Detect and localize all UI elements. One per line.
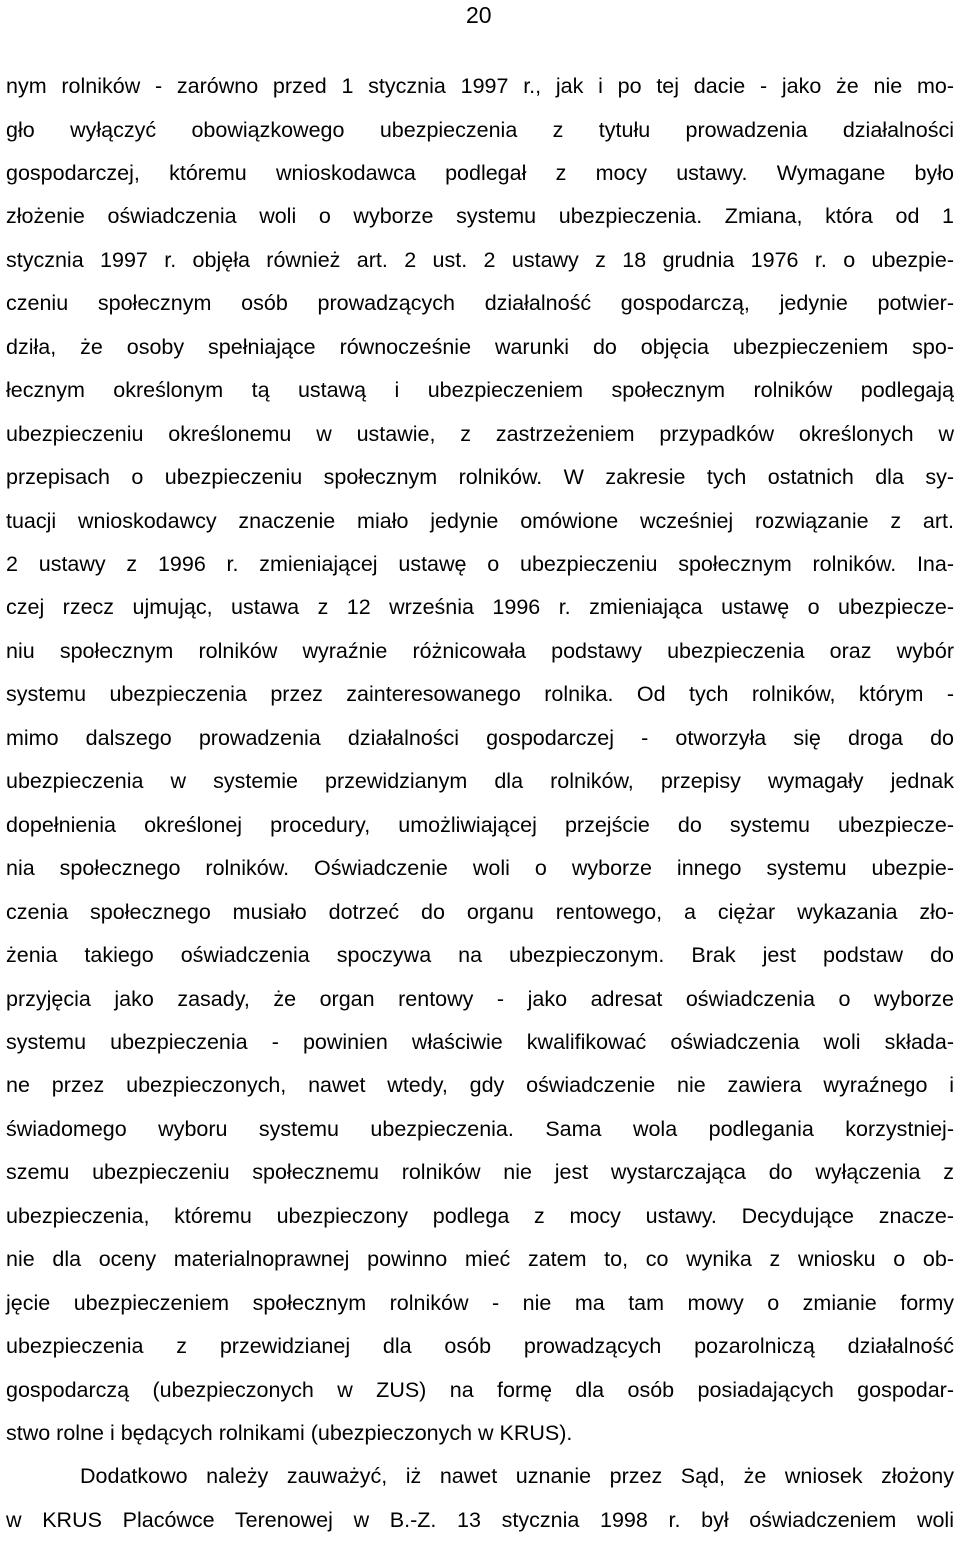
text-line: ubezpieczeniu określonemu w ustawie, z zastrzeżeniem przypadków określonych w	[6, 421, 954, 446]
text-line: szemu ubezpieczeniu społecznemu rolników nie jest wystarczająca do wyłączenia z	[6, 1160, 954, 1185]
text-line: żenia takiego oświadczenia spoczywa na ubezpieczonym. Brak jest podstaw do	[6, 943, 954, 967]
text-line: niu społecznym rolników wyraźnie różnicowała podstawy ubezpieczenia oraz wybór	[6, 638, 954, 663]
text-line: nym rolników - zarówno przed 1 stycznia 1997 r., jak i po tej dacie - jako że nie mo-	[6, 74, 954, 98]
text-line: tuacji wnioskodawcy znaczenie miało jedynie omówione wcześniej rozwiązanie z art.	[6, 508, 954, 533]
text-line: przyjęcia jako zasady, że organ rentowy - jako adresat oświadczenia o wyborze	[6, 986, 954, 1011]
text-line: Dodatkowo należy zauważyć, iż nawet uznanie przez Sąd, że wniosek złożony	[80, 1464, 954, 1489]
text-line: gło wyłączyć obowiązkowego ubezpieczenia z tytułu prowadzenia działalności	[6, 117, 954, 142]
text-line: systemu ubezpieczenia - powinien właściwie kwalifikować oświadczenia woli składa-	[6, 1029, 954, 1054]
text-line: jęcie ubezpieczeniem społecznym rolników - nie ma tam mowy o zmianie formy	[6, 1290, 954, 1315]
text-line: 2 ustawy z 1996 r. zmieniającej ustawę o ubezpieczeniu społecznym rolników. Ina-	[6, 552, 954, 576]
text-line: czenia społecznego musiało dotrzeć do organu rentowego, a ciężar wykazania zło-	[6, 899, 954, 924]
text-line: ne przez ubezpieczonych, nawet wtedy, gdy oświadczenie nie zawiera wyraźnego i	[6, 1073, 954, 1098]
text-line: nie dla oceny materialnoprawnej powinno mieć zatem to, co wynika z wniosku o ob-	[6, 1247, 954, 1272]
text-line: czeniu społecznym osób prowadzących działalność gospodarczą, jedynie potwier-	[6, 291, 954, 316]
text-line: dziła, że osoby spełniające równocześnie warunki do objęcia ubezpieczeniem spo-	[6, 334, 954, 359]
text-line: nia społecznego rolników. Oświadczenie woli o wyborze innego systemu ubezpie-	[6, 856, 954, 881]
text-line: przepisach o ubezpieczeniu społecznym rolników. W zakresie tych ostatnich dla sy-	[6, 465, 954, 490]
text-line: stycznia 1997 r. objęła również art. 2 ust. 2 ustawy z 18 grudnia 1976 r. o ubezpie-	[6, 247, 954, 272]
text-line: ubezpieczenia w systemie przewidzianym dla rolników, przepisy wymagały jednak	[6, 769, 954, 794]
text-line: mimo dalszego prowadzenia działalności gospodarczej - otworzyła się droga do	[6, 725, 954, 750]
text-line: czej rzecz ujmując, ustawa z 12 września 1996 r. zmieniająca ustawę o ubezpiecze-	[6, 595, 954, 620]
text-line: świadomego wyboru systemu ubezpieczenia. Sama wola podlegania korzystniej-	[6, 1116, 954, 1141]
text-line: gospodarczą (ubezpieczonych w ZUS) na formę dla osób posiadających gospodar-	[6, 1377, 954, 1402]
text-line: złożenie oświadczenia woli o wyborze systemu ubezpieczenia. Zmiana, która od 1	[6, 204, 954, 229]
text-line: gospodarczej, któremu wnioskodawca podlegał z mocy ustawy. Wymagane było	[6, 160, 954, 185]
text-line: ubezpieczenia z przewidzianej dla osób prowadzących pozarolniczą działalność	[6, 1334, 954, 1359]
text-line: łecznym określonym tą ustawą i ubezpieczeniem społecznym rolników podlegają	[6, 378, 954, 403]
page-number: 20	[466, 2, 492, 28]
text-line: stwo rolne i będących rolnikami (ubezpieczonych w KRUS).	[6, 1421, 573, 1445]
text-line: ubezpieczenia, któremu ubezpieczony podlega z mocy ustawy. Decydujące znacze-	[6, 1203, 954, 1228]
text-line: w KRUS Placówce Terenowej w B.-Z. 13 stycznia 1998 r. był oświadczeniem woli	[6, 1507, 954, 1532]
text-line: systemu ubezpieczenia przez zainteresowanego rolnika. Od tych rolników, którym -	[6, 682, 954, 707]
text-line: dopełnienia określonej procedury, umożliwiającej przejście do systemu ubezpiecze-	[6, 812, 954, 837]
